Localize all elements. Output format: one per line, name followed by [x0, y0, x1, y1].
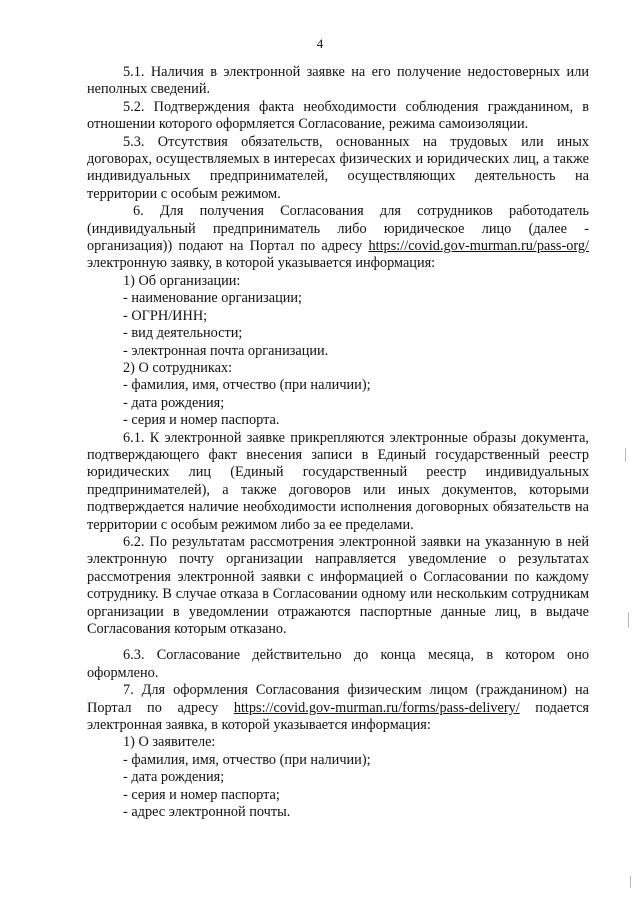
list-item: 2) О сотрудниках: [123, 359, 233, 376]
list-item: - адрес электронной почты. [123, 804, 291, 821]
paragraph-7-text-start: 7. Для оформления Согласования физическим лицом (гражданином) на Портал по адресу [87, 682, 589, 716]
paragraph-6-text-start: 6. Для получения Согласования для сотрудников работодатель (индивидуальный предприниматель либо юридическое лицо (далее - организация)) подают на Портал по адресу [87, 203, 589, 255]
list-item: - дата рождения; [123, 394, 225, 411]
applicant-info-list [87, 734, 589, 821]
list-item: - ОГРН/ИНН; [123, 307, 208, 324]
paragraph-6-2: 6.2. По результатам рассмотрения электронной заявки на указанную в ней электронную почту организации направляется уведомление о результатах рассмотрения электронной заявки с информацией о Согласовании по каждому сотруднику. В случае отказа в Согласовании одному или нескольким сотрудникам организации в уведомлении отражаются паспортные данные лиц, в выдаче Согласования которым отказано. [87, 533, 589, 637]
pass-org-link[interactable]: https://covid.gov-murman.ru/pass-org/ [368, 238, 589, 255]
pass-delivery-link[interactable]: https://covid.gov-murman.ru/forms/pass-delivery/ [233, 699, 520, 716]
page-number: 4 [316, 36, 324, 51]
document-body [87, 64, 589, 821]
scan-mark [628, 612, 629, 628]
paragraph-5-3: 5.3. Отсутствия обязательств, основанных на трудовых или иных договорах, осуществляемых в интересах физических и юридических лиц, а также индивидуальных предпринимателей, осуществляющих деятельность на территории с особым режимом. [87, 133, 589, 202]
paragraph-7 [87, 682, 589, 734]
list-item: - серия и номер паспорта. [123, 412, 280, 429]
paragraph-6-text-end: электронную заявку, в которой указывается информация: [87, 255, 436, 272]
list-item: - вид деятельности; [123, 325, 243, 342]
list-item: - фамилия, имя, отчество (при наличии); [123, 751, 371, 768]
paragraph-6-3: 6.3. Согласование действительно до конца месяца, в котором оно оформлено. [87, 647, 589, 681]
list-item: - электронная почта организации. [123, 342, 329, 359]
list-item: - серия и номер паспорта; [123, 786, 280, 803]
scan-mark [625, 448, 626, 462]
paragraph-5-1: 5.1. Наличия в электронной заявке на его получение недостоверных или неполных сведений. [87, 64, 589, 98]
list-item: - дата рождения; [123, 769, 225, 786]
list-item: - фамилия, имя, отчество (при наличии); [123, 377, 371, 394]
list-item: - наименование организации; [123, 290, 303, 307]
list-item: 1) О заявителе: [123, 734, 216, 751]
paragraph-6-1: 6.1. К электронной заявке прикрепляются электронные образы документа, подтверждающего факт внесения записи в Единый государственный реестр юридических лиц (Единый государственный реестр индивидуальных предпринимателей), а также договоров или иных документов, которыми подтверждается наличие необходимости исполнения договорных обязательств на территории с особым режимом либо за ее пределами. [87, 429, 589, 533]
paragraph-6 [87, 203, 589, 273]
paragraph-5-2: 5.2. Подтверждения факта необходимости соблюдения гражданином, в отношении которого оформляется Согласование, режима самоизоляции. [87, 98, 589, 133]
scan-mark [630, 876, 631, 888]
organization-info-list [87, 273, 589, 430]
list-item: 1) Об организации: [123, 272, 241, 289]
paragraph-7-text-end: подается электронная заявка, в которой указывается информация: [87, 699, 589, 734]
